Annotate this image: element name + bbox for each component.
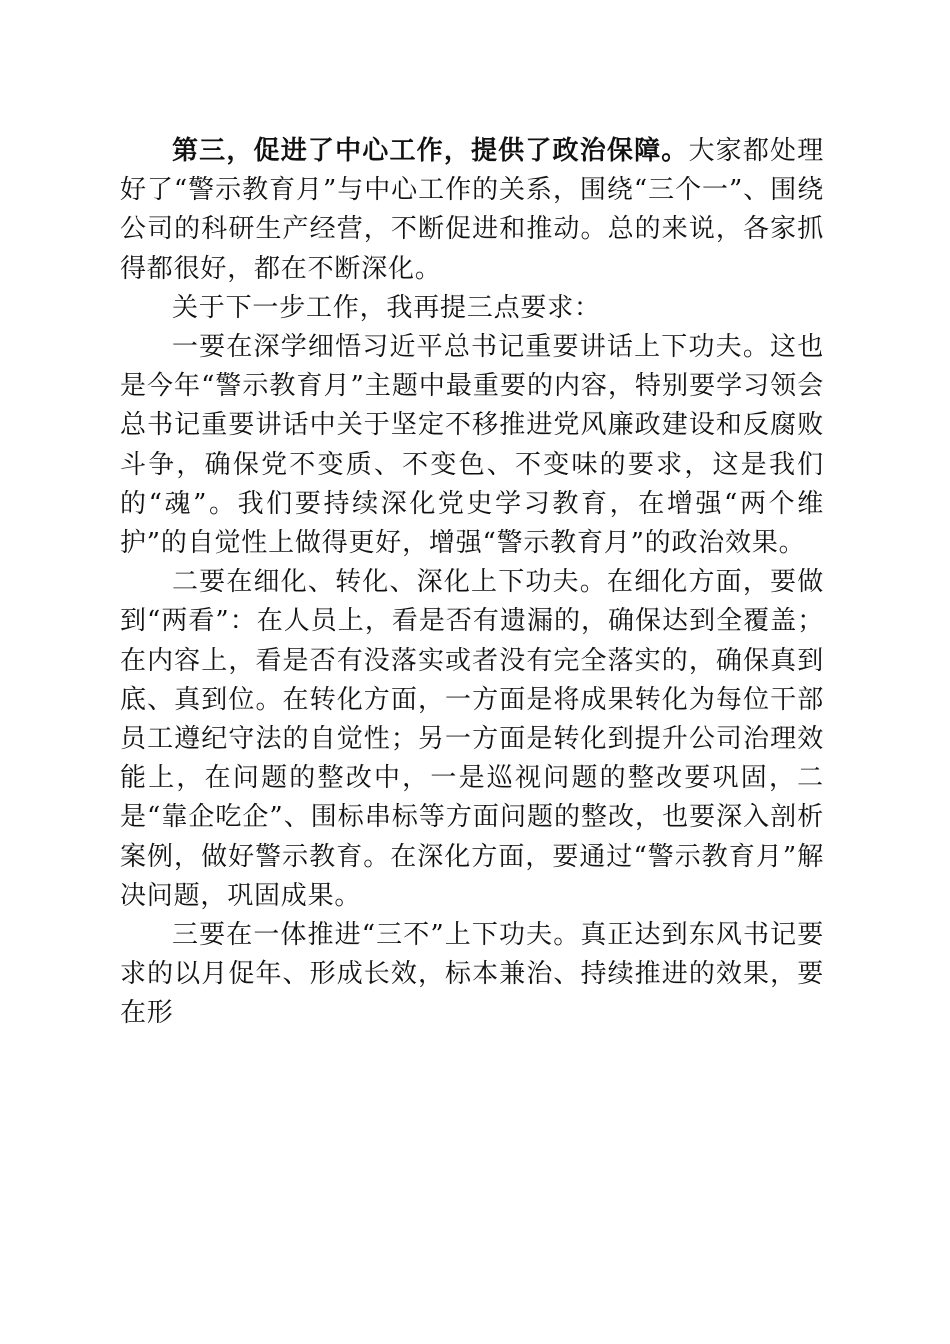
paragraph-text: 关于下一步工作，我再提三点要求： [172, 292, 601, 323]
paragraph-text: 大家都处理好了“警示教育月”与中心工作的关系，围绕“三个一”、围绕公司的科研生产经营，不断促进和推动。总的来说，各家抓得都很好，都在不断深化。 [120, 136, 824, 284]
paragraph-heading: 第三，促进了中心工作，提供了政治保障。 [172, 136, 689, 166]
paragraph-text: 一要在深学细悟习近平总书记重要讲话上下功夫。这也是今年“警示教育月”主题中最重要的内容，特别要学习领会总书记重要讲话中关于坚定不移推进党风廉政建设和反腐败斗争，确保党不变质、不变色、不变味的要求，这是我们的“魂”。我们要持续深化党史学习教育，在增强“两个维护”的自觉性上做得更好，增强“警示教育月”的政治效果。 [120, 332, 824, 559]
paragraph-text: 三要在一体推进“三不”上下功夫。真正达到东风书记要求的以月促年、形成长效，标本兼治、持续推进的效果，要在形 [120, 920, 824, 1029]
paragraph-third-point [120, 132, 824, 289]
paragraph-requirement-three [120, 916, 824, 1034]
paragraph-requirement-two [120, 563, 824, 916]
document-body [120, 132, 824, 1034]
paragraph-requirement-one [120, 328, 824, 563]
paragraph-text: 二要在细化、转化、深化上下功夫。在细化方面，要做到“两看”：在人员上，看是否有遗漏的，确保达到全覆盖；在内容上，看是否有没落实或者没有完全落实的，确保真到底、真到位。在转化方面，一方面是将成果转化为每位干部员工遵纪守法的自觉性；另一方面是转化到提升公司治理效能上，在问题的整改中，一是巡视问题的整改要巩固，二是“靠企吃企”、围标串标等方面问题的整改，也要深入剖析案例，做好警示教育。在深化方面，要通过“警示教育月”解决问题，巩固成果。 [120, 567, 824, 911]
paragraph-next-steps-intro [120, 289, 824, 328]
